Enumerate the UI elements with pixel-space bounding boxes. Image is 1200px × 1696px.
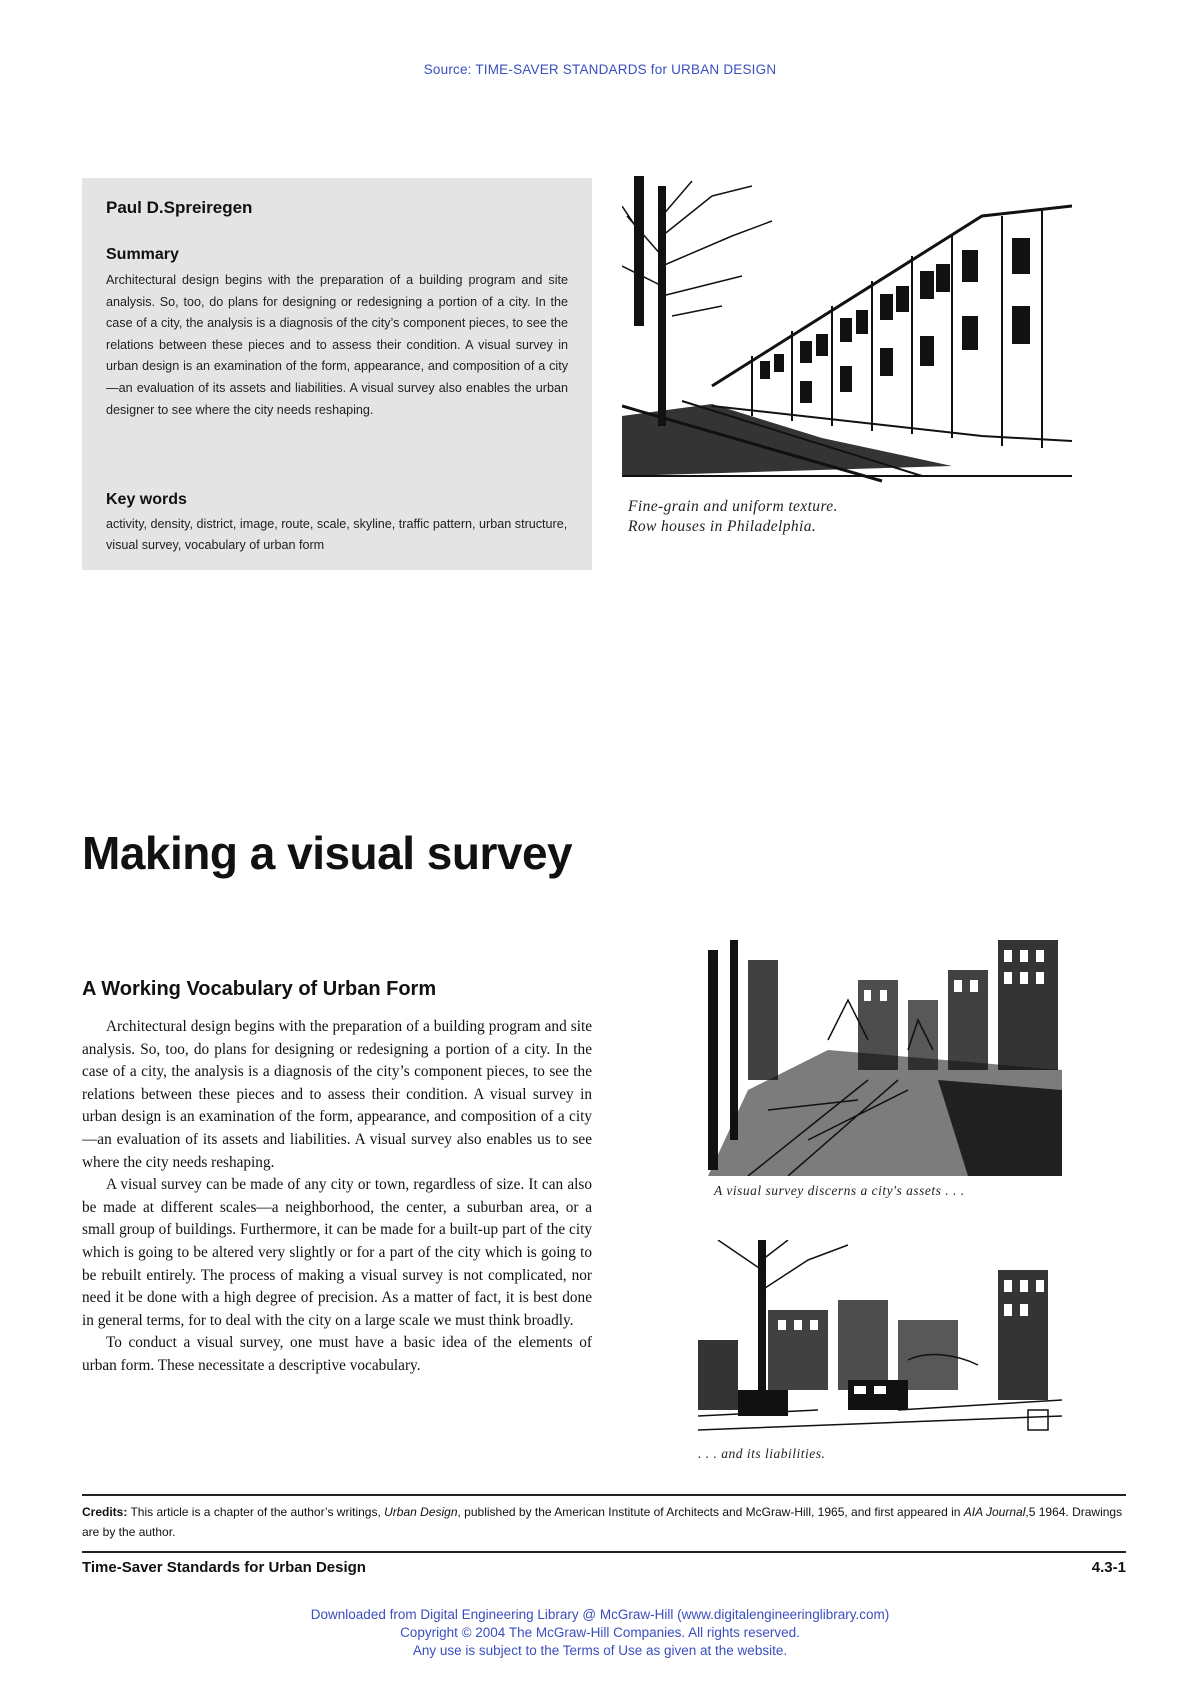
figure-caption-1-line-2: Row houses in Philadelphia. bbox=[628, 518, 817, 535]
row-houses-sketch bbox=[622, 176, 1072, 492]
credits-book-title: Urban Design bbox=[384, 1505, 458, 1519]
credits-text-2: , published by the American Institute of Architects and McGraw-Hill, 1965, and first appeared in bbox=[457, 1505, 964, 1519]
summary-heading: Summary bbox=[106, 246, 179, 263]
author-name: Paul D.Spreiregen bbox=[106, 198, 253, 217]
page-number: 4.3-1 bbox=[1091, 1559, 1126, 1576]
figure-caption-1 bbox=[628, 497, 928, 537]
keywords-heading: Key words bbox=[106, 491, 187, 508]
footer-divider bbox=[82, 1551, 1126, 1553]
download-notice-line-2: Copyright © 2004 The McGraw-Hill Companies. All rights reserved. bbox=[400, 1625, 800, 1640]
download-notice bbox=[0, 1606, 1200, 1660]
credits-label: Credits: bbox=[82, 1505, 128, 1519]
article-body bbox=[82, 1016, 592, 1378]
keywords-text: activity, density, district, image, route, scale, skyline, traffic pattern, urban structure, visual survey, vocabulary of urban form bbox=[106, 517, 568, 552]
download-notice-line-3: Any use is subject to the Terms of Use as given at the website. bbox=[412, 1643, 788, 1658]
credits-text-1: This article is a chapter of the author’s writings, bbox=[127, 1505, 385, 1519]
credits-journal-title: AIA Journal bbox=[963, 1505, 1026, 1519]
figure-caption-3: . . . and its liabilities. bbox=[698, 1446, 826, 1461]
page-title: Making a visual survey bbox=[82, 827, 573, 879]
credits bbox=[82, 1502, 1126, 1542]
body-paragraph: To conduct a visual survey, one must have a basic idea of the elements of urban form. These necessitate a descriptive vocabulary. bbox=[82, 1334, 592, 1374]
body-paragraph: Architectural design begins with the preparation of a building program and site analysis. So, too, do plans for designing or redesigning a portion of a city. In the case of a city, the analysis is a diagnosis of the city’s component pieces, to see the relations between these pieces and to assess their condition. A visual survey in urban design is an examination of the form, appearance, and composition of a city—an evaluation of its assets and liabilities. A visual survey also enables us to see where the city needs reshaping. bbox=[82, 1018, 592, 1171]
body-paragraph: A visual survey can be made of any city or town, regardless of size. It can also be made at different scales—a neighborhood, the center, a suburban area, or a small group of buildings. Furthermore, it can be made for a built-up part of the city which is going to be altered very slightly or for a part of the city which is going to be rebuilt entirely. The process of making a visual survey is not complicated, nor need it be done with a high degree of precision. As a matter of fact, it is best done in general terms, for to deal with the city on a large scale we must think broadly. bbox=[82, 1176, 592, 1329]
source-line: Source: TIME-SAVER STANDARDS for URBAN DESIGN bbox=[423, 62, 777, 77]
credits-divider bbox=[82, 1494, 1126, 1496]
figure-caption-1-line-1: Fine-grain and uniform texture. bbox=[628, 498, 838, 515]
city-liabilities-sketch bbox=[698, 1240, 1062, 1440]
section-heading: A Working Vocabulary of Urban Form bbox=[82, 978, 437, 1000]
credits-text-3: ,5 1964. Drawings are by the author. bbox=[82, 1505, 1123, 1539]
footer-publication-title: Time-Saver Standards for Urban Design bbox=[82, 1559, 366, 1576]
download-notice-line-1: Downloaded from Digital Engineering Library @ McGraw-Hill (www.digitalengineeringlibrary.com) bbox=[310, 1607, 890, 1622]
figure-caption-2: A visual survey discerns a city's assets . . . bbox=[714, 1183, 965, 1198]
city-assets-sketch bbox=[708, 940, 1062, 1176]
summary-text: Architectural design begins with the preparation of a building program and site analysis. So, too, do plans for designing or redesigning a portion of a city. In the case of a city, the analysis is a diagnosis of the city’s component pieces, to see the relations between these pieces and to assess their condition. A visual survey in urban design is an examination of the form, appearance, and composition of a city—an evaluation of its assets and liabilities. A visual survey also enables the urban designer to see where the city needs reshaping. bbox=[106, 273, 568, 417]
